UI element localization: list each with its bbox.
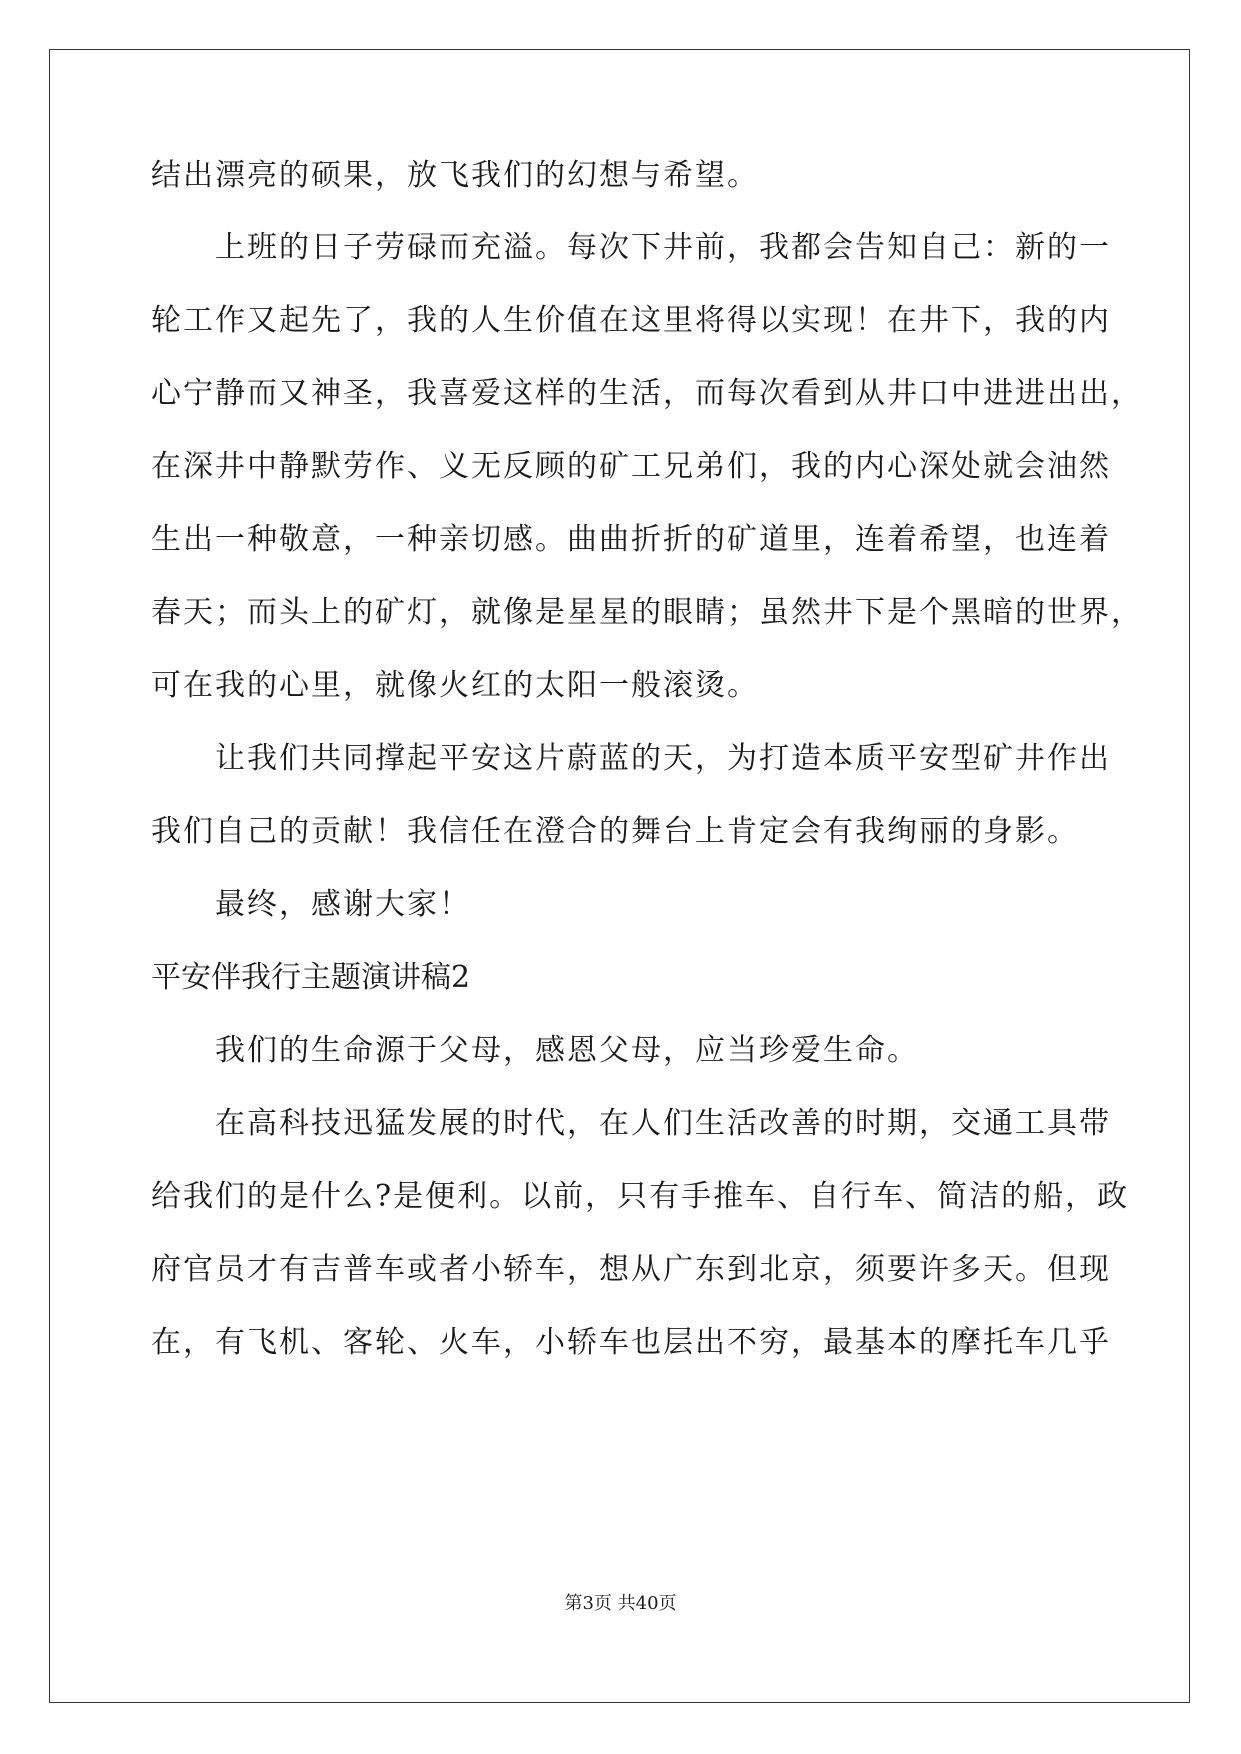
text-line: 在深井中静默劳作、义无反顾的矿工兄弟们，我的内心深处就会油然 bbox=[151, 449, 1111, 484]
text-line: 轮工作又起先了，我的人生价值在这里将得以实现！在井下，我的内 bbox=[151, 303, 1111, 338]
text-line: 心宁静而又神圣，我喜爱这样的生活，而每次看到从井口中进进出出， bbox=[151, 376, 1143, 411]
text-line: 让我们共同撑起平安这片蔚蓝的天，为打造本质平安型矿井作出 bbox=[215, 741, 1111, 776]
text-line: 生出一种敬意，一种亲切感。曲曲折折的矿道里，连着希望，也连着 bbox=[151, 522, 1111, 557]
section-heading: 平安伴我行主题演讲稿2 bbox=[151, 960, 471, 995]
text-line: 我们的生命源于父母，感恩父母，应当珍爱生命。 bbox=[215, 1033, 919, 1068]
text-line: 在，有飞机、客轮、火车，小轿车也层出不穷，最基本的摩托车几乎 bbox=[151, 1325, 1111, 1360]
text-line: 在高科技迅猛发展的时代，在人们生活改善的时期，交通工具带 bbox=[215, 1106, 1111, 1141]
text-line: 我们自己的贡献！我信任在澄合的舞台上肯定会有我绚丽的身影。 bbox=[151, 814, 1079, 849]
text-line: 春天；而头上的矿灯，就像是星星的眼睛；虽然井下是个黑暗的世界， bbox=[151, 595, 1143, 630]
text-line: 给我们的是什么?是便利。以前，只有手推车、自行车、简洁的船，政 bbox=[151, 1179, 1130, 1214]
page-border bbox=[49, 49, 1190, 1703]
text-line: 最终，感谢大家！ bbox=[215, 887, 471, 922]
text-line: 可在我的心里，就像火红的太阳一般滚烫。 bbox=[151, 668, 759, 703]
text-line: 结出漂亮的硕果，放飞我们的幻想与希望。 bbox=[151, 158, 759, 193]
text-line: 府官员才有吉普车或者小轿车，想从广东到北京，须要许多天。但现 bbox=[151, 1252, 1111, 1287]
page-number-footer: 第3页 共40页 bbox=[564, 1593, 677, 1614]
text-line: 上班的日子劳碌而充溢。每次下井前，我都会告知自己：新的一 bbox=[215, 230, 1111, 265]
